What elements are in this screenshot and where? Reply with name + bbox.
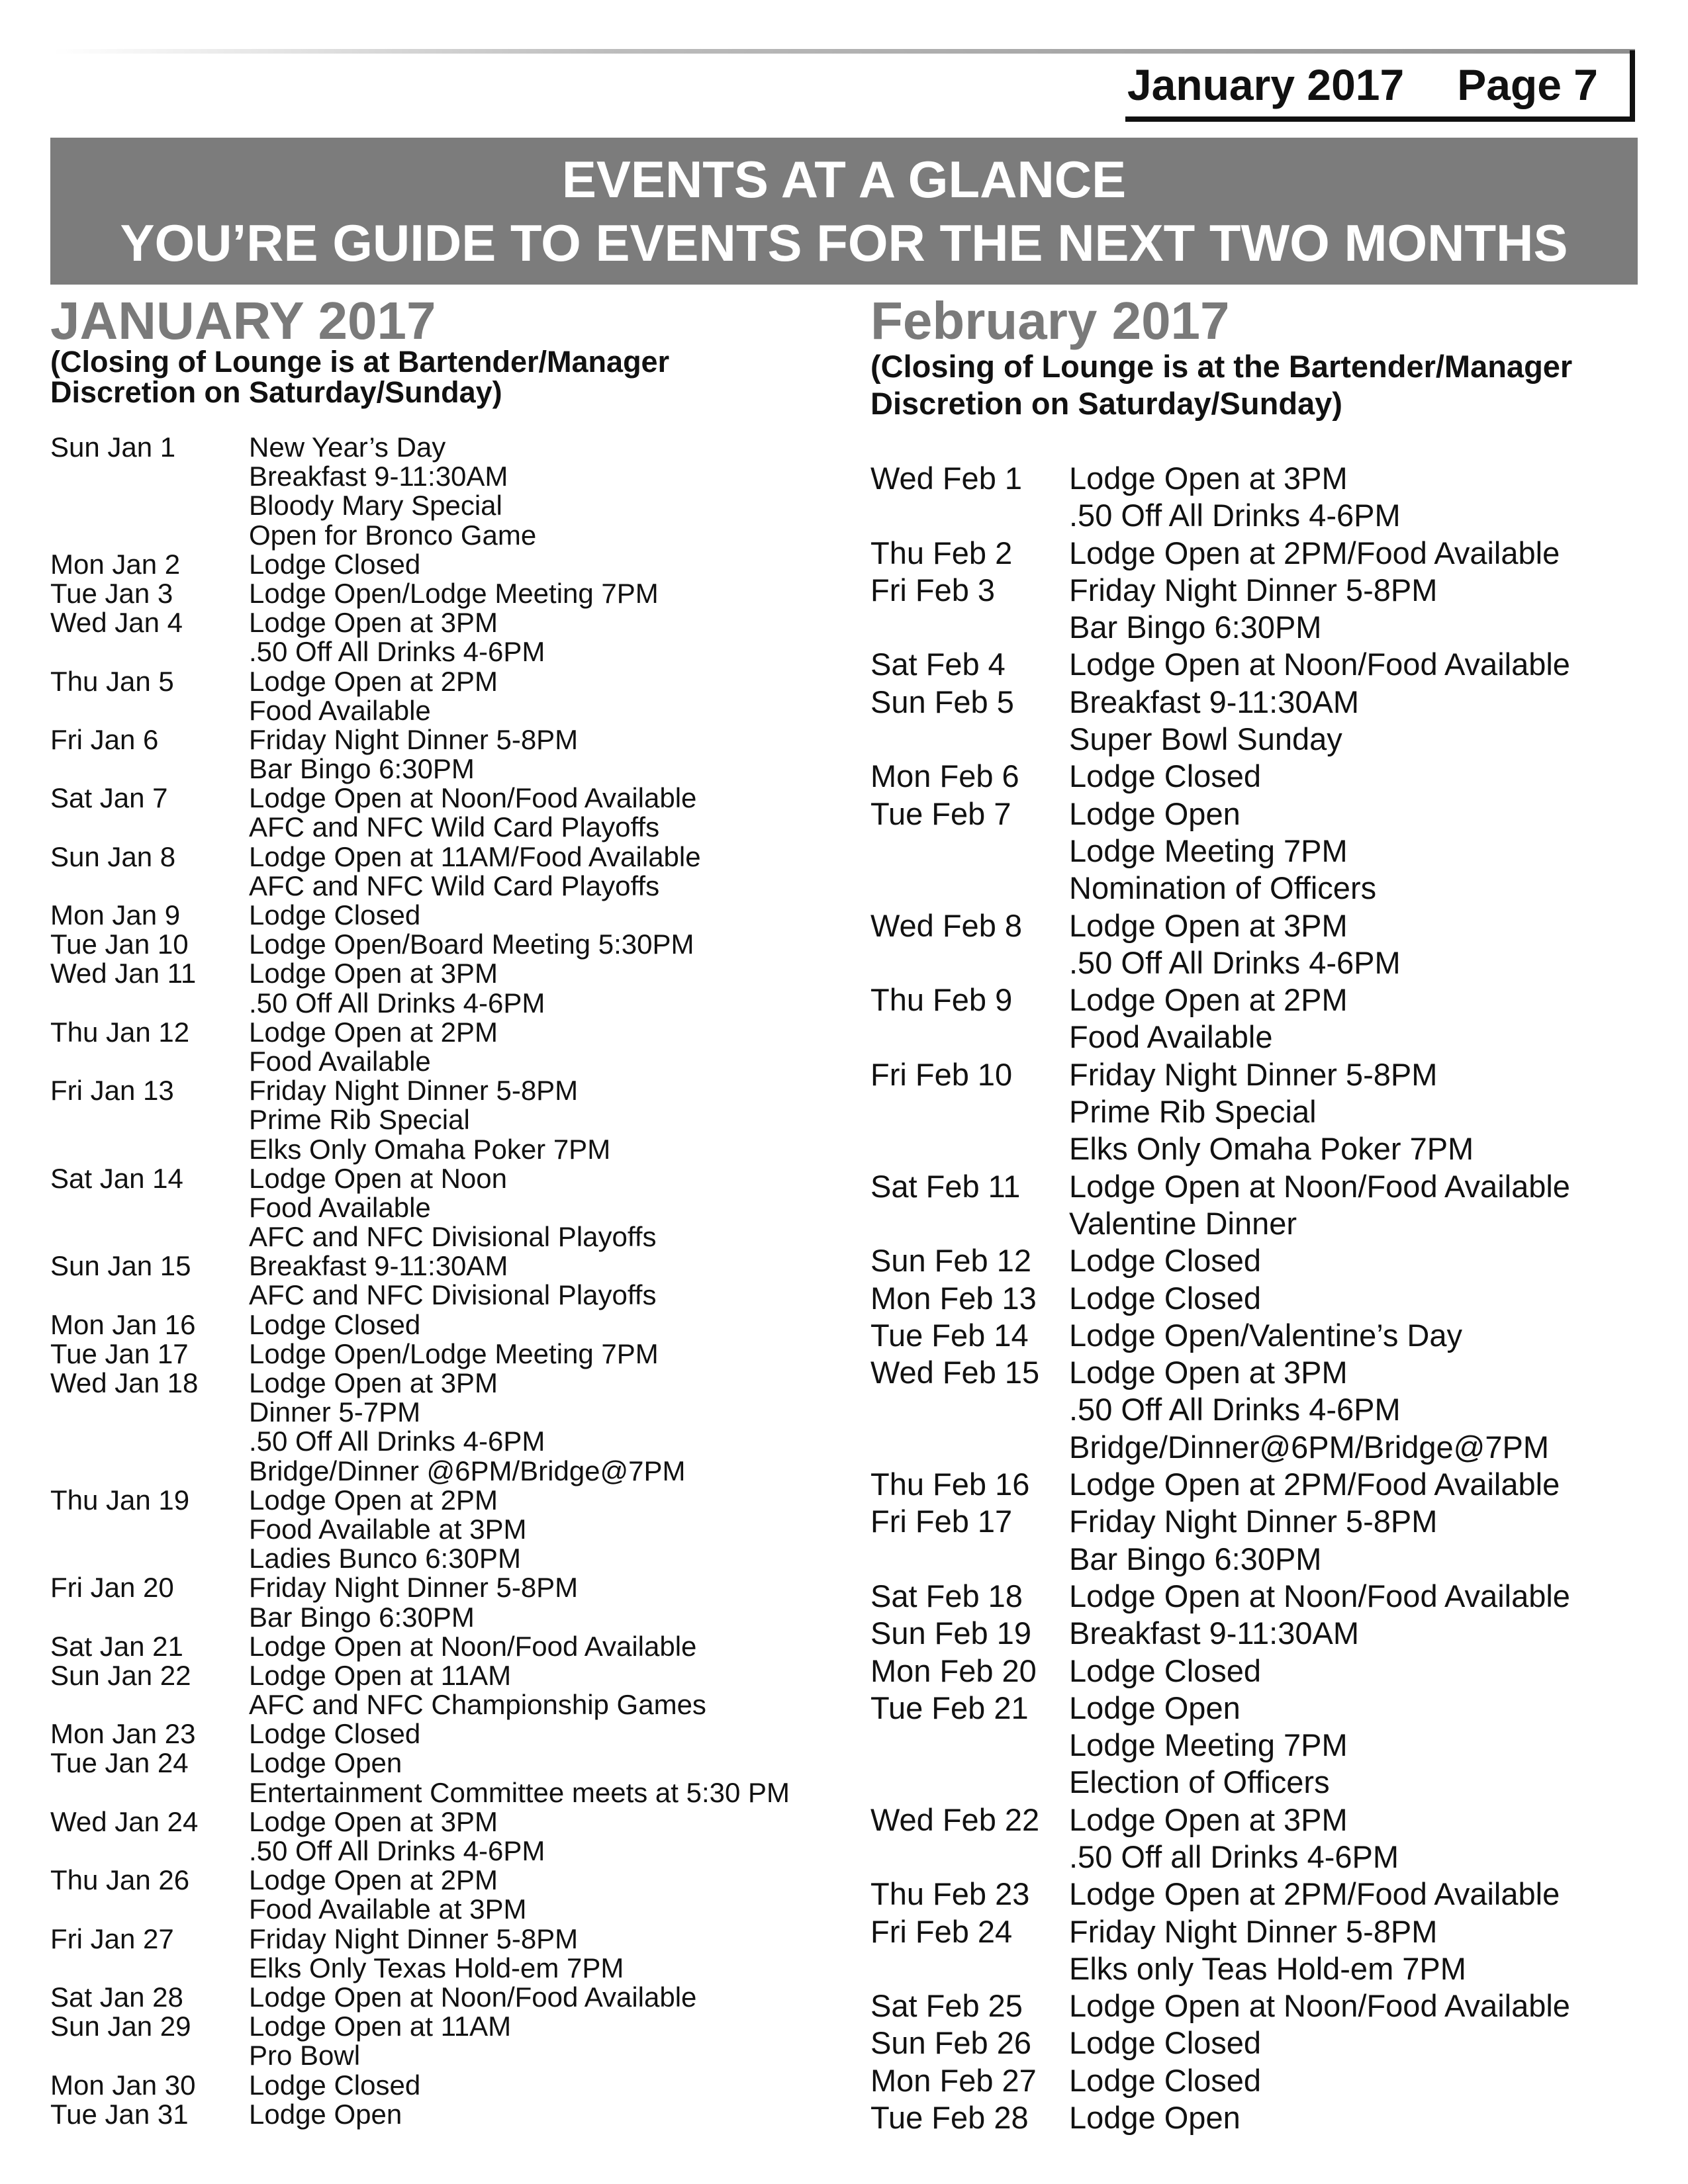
- event-description: AFC and NFC Wild Card Playoffs: [249, 870, 660, 901]
- event-description: Lodge Closed: [249, 1718, 421, 1750]
- event-description: Lodge Open at 3PM: [1069, 1355, 1348, 1390]
- event-date: Fri Feb 3: [870, 572, 996, 608]
- event-date: Fri Feb 10: [870, 1056, 1013, 1092]
- event-description: Friday Night Dinner 5-8PM: [249, 1572, 579, 1604]
- event-description: .50 Off all Drinks 4-6PM: [1069, 1839, 1399, 1874]
- event-date: Wed Feb 15: [870, 1355, 1040, 1390]
- event-description: Lodge Open/Lodge Meeting 7PM: [249, 577, 659, 609]
- event-date: Sun Jan 22: [50, 1659, 191, 1691]
- event-date: Sun Jan 8: [50, 841, 176, 872]
- february-title: February 2017: [870, 291, 1230, 350]
- event-description: Lodge Open at 3PM: [1069, 461, 1348, 496]
- event-description: Dinner 5-7PM: [249, 1396, 421, 1428]
- event-date: Thu Jan 26: [50, 1864, 190, 1896]
- event-description: Lodge Open at 3PM: [1069, 907, 1348, 943]
- event-description: .50 Off All Drinks 4-6PM: [249, 987, 545, 1019]
- event-date: Wed Feb 8: [870, 907, 1023, 943]
- event-date: Tue Feb 28: [870, 2100, 1029, 2136]
- event-description: AFC and NFC Championship Games: [249, 1689, 706, 1721]
- event-date: Wed Jan 4: [50, 607, 183, 639]
- event-description: Prime Rib Special: [1069, 1094, 1317, 1130]
- event-description: Lodge Open: [1069, 2100, 1241, 2136]
- event-description: Bar Bingo 6:30PM: [249, 1601, 475, 1633]
- january-column: [50, 291, 845, 2130]
- event-date: Tue Jan 17: [50, 1338, 189, 1369]
- event-description: .50 Off All Drinks 4-6PM: [249, 1426, 545, 1457]
- event-description: Lodge Open at 3PM: [249, 607, 498, 639]
- event-description: Entertainment Committee meets at 5:30 PM: [249, 1776, 790, 1808]
- february-note: [870, 348, 1665, 422]
- event-description: Food Available: [1069, 1019, 1273, 1055]
- event-description: Lodge Open at 2PM: [249, 1484, 498, 1516]
- event-date: Tue Jan 3: [50, 577, 173, 609]
- event-date: Fri Jan 20: [50, 1572, 174, 1604]
- february-note-line1: (Closing of Lounge is at the Bartender/Manager: [870, 349, 1573, 384]
- event-date: Thu Feb 9: [870, 982, 1013, 1018]
- event-description: Nomination of Officers: [1069, 870, 1377, 906]
- event-description: Lodge Open at Noon: [249, 1162, 507, 1194]
- event-description: Friday Night Dinner 5-8PM: [249, 1075, 579, 1107]
- event-description: Lodge Closed: [1069, 2025, 1262, 2061]
- event-date: Tue Jan 24: [50, 1747, 189, 1779]
- event-description: New Year’s Day: [249, 432, 446, 463]
- event-date: Sun Jan 29: [50, 2011, 191, 2042]
- page-header: [1125, 50, 1635, 122]
- event-date: Wed Jan 18: [50, 1367, 199, 1398]
- event-description: Friday Night Dinner 5-8PM: [249, 1923, 579, 1954]
- event-date: Fri Jan 6: [50, 723, 159, 755]
- event-description: Lodge Open at 2PM/Food Available: [1069, 535, 1560, 570]
- event-description: Super Bowl Sunday: [1069, 721, 1342, 757]
- event-date: Mon Jan 9: [50, 899, 181, 931]
- event-date: Sun Jan 15: [50, 1250, 191, 1282]
- event-description: Elks only Teas Hold-em 7PM: [1069, 1950, 1466, 1986]
- event-description: Lodge Open at 3PM: [1069, 1801, 1348, 1837]
- event-description: Elks Only Omaha Poker 7PM: [1069, 1131, 1474, 1167]
- event-description: Ladies Bunco 6:30PM: [249, 1543, 521, 1574]
- event-description: Breakfast 9-11:30AM: [1069, 1615, 1360, 1651]
- event-date: Tue Feb 14: [870, 1317, 1029, 1353]
- event-date: Tue Feb 7: [870, 796, 1011, 831]
- event-description: Lodge Open at 3PM: [249, 958, 498, 989]
- event-description: .50 Off All Drinks 4-6PM: [1069, 1392, 1401, 1428]
- event-description: Lodge Open at Noon/Food Available: [249, 782, 697, 814]
- event-description: Lodge Open at 2PM: [249, 665, 498, 697]
- event-description: AFC and NFC Wild Card Playoffs: [249, 811, 660, 843]
- banner-subtitle: YOU’RE GUIDE TO EVENTS FOR THE NEXT TWO MONTHS: [120, 214, 1568, 272]
- event-date: Mon Feb 27: [870, 2062, 1037, 2098]
- event-description: Lodge Open at 2PM: [1069, 982, 1348, 1018]
- event-date: Sun Jan 1: [50, 432, 176, 463]
- event-date: Mon Feb 13: [870, 1280, 1037, 1316]
- event-description: .50 Off All Drinks 4-6PM: [249, 636, 545, 668]
- event-description: Bloody Mary Special: [249, 490, 502, 522]
- event-description: Valentine Dinner: [1069, 1205, 1297, 1241]
- event-date: Mon Jan 30: [50, 2069, 196, 2101]
- event-description: Lodge Open at Noon/Food Available: [1069, 1988, 1570, 2024]
- february-column: [870, 291, 1665, 2136]
- event-date: Sat Feb 25: [870, 1988, 1023, 2024]
- event-description: Lodge Open: [1069, 1690, 1241, 1725]
- event-description: Lodge Open: [249, 2098, 402, 2130]
- event-description: Lodge Closed: [1069, 758, 1262, 794]
- event-date: Wed Feb 1: [870, 461, 1023, 496]
- event-description: Lodge Open at Noon/Food Available: [249, 1630, 697, 1662]
- event-description: Lodge Closed: [249, 548, 421, 580]
- event-description: Breakfast 9-11:30AM: [249, 461, 508, 492]
- event-description: Food Available: [249, 1191, 431, 1223]
- event-description: Friday Night Dinner 5-8PM: [249, 723, 579, 755]
- event-description: Bar Bingo 6:30PM: [249, 753, 475, 785]
- event-description: Lodge Meeting 7PM: [1069, 833, 1348, 868]
- event-date: Mon Feb 6: [870, 758, 1019, 794]
- header-month: January 2017: [1127, 60, 1405, 109]
- event-date: Thu Jan 19: [50, 1484, 190, 1516]
- event-description: Food Available at 3PM: [249, 1513, 527, 1545]
- event-description: Lodge Open at 11AM/Food Available: [249, 841, 701, 872]
- event-description: AFC and NFC Divisional Playoffs: [249, 1279, 657, 1311]
- event-description: Breakfast 9-11:30AM: [1069, 684, 1360, 719]
- event-description: Friday Night Dinner 5-8PM: [1069, 572, 1438, 608]
- event-date: Sat Jan 28: [50, 1981, 183, 2013]
- event-description: Food Available: [249, 1045, 431, 1077]
- event-description: Lodge Open at 11AM: [249, 1659, 512, 1691]
- event-description: Lodge Closed: [249, 2069, 421, 2101]
- event-description: Lodge Open at 2PM/Food Available: [1069, 1467, 1560, 1502]
- event-date: Wed Jan 11: [50, 958, 197, 989]
- event-description: Bar Bingo 6:30PM: [1069, 610, 1322, 645]
- event-description: Lodge Open/Board Meeting 5:30PM: [249, 929, 694, 960]
- event-description: Lodge Closed: [1069, 1653, 1262, 1688]
- event-date: Tue Jan 31: [50, 2098, 189, 2130]
- event-description: Open for Bronco Game: [249, 519, 537, 551]
- event-date: Sat Jan 21: [50, 1630, 183, 1662]
- event-description: Lodge Closed: [249, 899, 421, 931]
- event-date: Sun Feb 19: [870, 1615, 1032, 1651]
- event-date: Tue Jan 10: [50, 929, 189, 960]
- event-date: Sun Feb 26: [870, 2025, 1032, 2061]
- event-date: Sat Jan 14: [50, 1162, 183, 1194]
- january-note-line1: (Closing of Lounge is at Bartender/Manager: [50, 345, 670, 379]
- banner-title: EVENTS AT A GLANCE: [561, 150, 1127, 208]
- event-date: Sat Feb 18: [870, 1578, 1023, 1614]
- event-description: Bridge/Dinner @6PM/Bridge@7PM: [249, 1455, 686, 1486]
- event-date: Sat Jan 7: [50, 782, 168, 814]
- event-description: Prime Rib Special: [249, 1104, 470, 1136]
- event-description: Lodge Closed: [1069, 1243, 1262, 1279]
- event-description: Friday Night Dinner 5-8PM: [1069, 1056, 1438, 1092]
- event-description: Elks Only Texas Hold-em 7PM: [249, 1952, 624, 1983]
- event-description: Lodge Open at Noon/Food Available: [249, 1981, 697, 2013]
- event-date: Mon Feb 20: [870, 1653, 1037, 1688]
- event-date: Sun Feb 5: [870, 684, 1014, 719]
- event-date: Thu Feb 16: [870, 1467, 1030, 1502]
- event-description: Friday Night Dinner 5-8PM: [1069, 1504, 1438, 1539]
- event-description: Bridge/Dinner@6PM/Bridge@7PM: [1069, 1429, 1549, 1465]
- event-date: Mon Jan 23: [50, 1718, 196, 1750]
- event-description: Lodge Open at Noon/Food Available: [1069, 1168, 1570, 1204]
- event-description: Lodge Open at 3PM: [249, 1805, 498, 1837]
- event-date: Wed Jan 24: [50, 1805, 199, 1837]
- header-text: [1127, 60, 1598, 110]
- event-description: Lodge Meeting 7PM: [1069, 1727, 1348, 1763]
- event-description: Election of Officers: [1069, 1764, 1330, 1800]
- page-number: Page 7: [1457, 60, 1598, 109]
- event-description: Friday Night Dinner 5-8PM: [1069, 1913, 1438, 1949]
- event-description: Lodge Open: [1069, 796, 1241, 831]
- event-date: Mon Jan 2: [50, 548, 181, 580]
- event-description: .50 Off All Drinks 4-6PM: [1069, 498, 1401, 533]
- event-description: Lodge Open: [249, 1747, 402, 1779]
- event-description: Lodge Closed: [1069, 1280, 1262, 1316]
- event-description: Lodge Closed: [249, 1308, 421, 1340]
- event-date: Fri Jan 27: [50, 1923, 174, 1954]
- event-description: Lodge Open at 2PM/Food Available: [1069, 1876, 1560, 1912]
- event-date: Wed Feb 22: [870, 1801, 1040, 1837]
- event-description: Lodge Closed: [1069, 2062, 1262, 2098]
- event-date: Mon Jan 16: [50, 1308, 196, 1340]
- event-description: Lodge Open at 3PM: [249, 1367, 498, 1398]
- event-description: Lodge Open at 2PM: [249, 1016, 498, 1048]
- event-date: Tue Feb 21: [870, 1690, 1029, 1725]
- event-description: .50 Off All Drinks 4-6PM: [249, 1835, 545, 1866]
- events-banner: [50, 138, 1638, 285]
- event-description: Bar Bingo 6:30PM: [1069, 1541, 1322, 1576]
- event-description: Food Available at 3PM: [249, 1893, 527, 1925]
- event-description: Food Available: [249, 694, 431, 726]
- event-date: Fri Jan 13: [50, 1075, 174, 1107]
- event-date: Thu Feb 2: [870, 535, 1013, 570]
- event-description: .50 Off All Drinks 4-6PM: [1069, 944, 1401, 980]
- event-description: Lodge Open/Valentine’s Day: [1069, 1317, 1463, 1353]
- event-description: AFC and NFC Divisional Playoffs: [249, 1221, 657, 1253]
- event-date: Sun Feb 12: [870, 1243, 1032, 1279]
- event-description: Pro Bowl: [249, 2040, 361, 2071]
- february-note-line2: Discretion on Saturday/Sunday): [870, 386, 1342, 421]
- event-date: Fri Feb 17: [870, 1504, 1013, 1539]
- event-date: Sat Feb 4: [870, 647, 1006, 682]
- event-description: Elks Only Omaha Poker 7PM: [249, 1133, 611, 1165]
- event-description: Lodge Open at Noon/Food Available: [1069, 647, 1570, 682]
- event-date: Thu Feb 23: [870, 1876, 1030, 1912]
- january-note-line2: Discretion on Saturday/Sunday): [50, 375, 502, 409]
- event-description: Lodge Open/Lodge Meeting 7PM: [249, 1338, 659, 1369]
- event-date: Fri Feb 24: [870, 1913, 1013, 1949]
- january-note: [50, 347, 845, 408]
- event-date: Thu Jan 12: [50, 1016, 190, 1048]
- january-title: JANUARY 2017: [50, 291, 436, 350]
- event-description: Breakfast 9-11:30AM: [249, 1250, 508, 1282]
- event-description: Lodge Open at 11AM: [249, 2011, 512, 2042]
- event-description: Lodge Open at Noon/Food Available: [1069, 1578, 1570, 1614]
- event-date: Thu Jan 5: [50, 665, 174, 697]
- event-description: Lodge Open at 2PM: [249, 1864, 498, 1896]
- event-date: Sat Feb 11: [870, 1168, 1021, 1204]
